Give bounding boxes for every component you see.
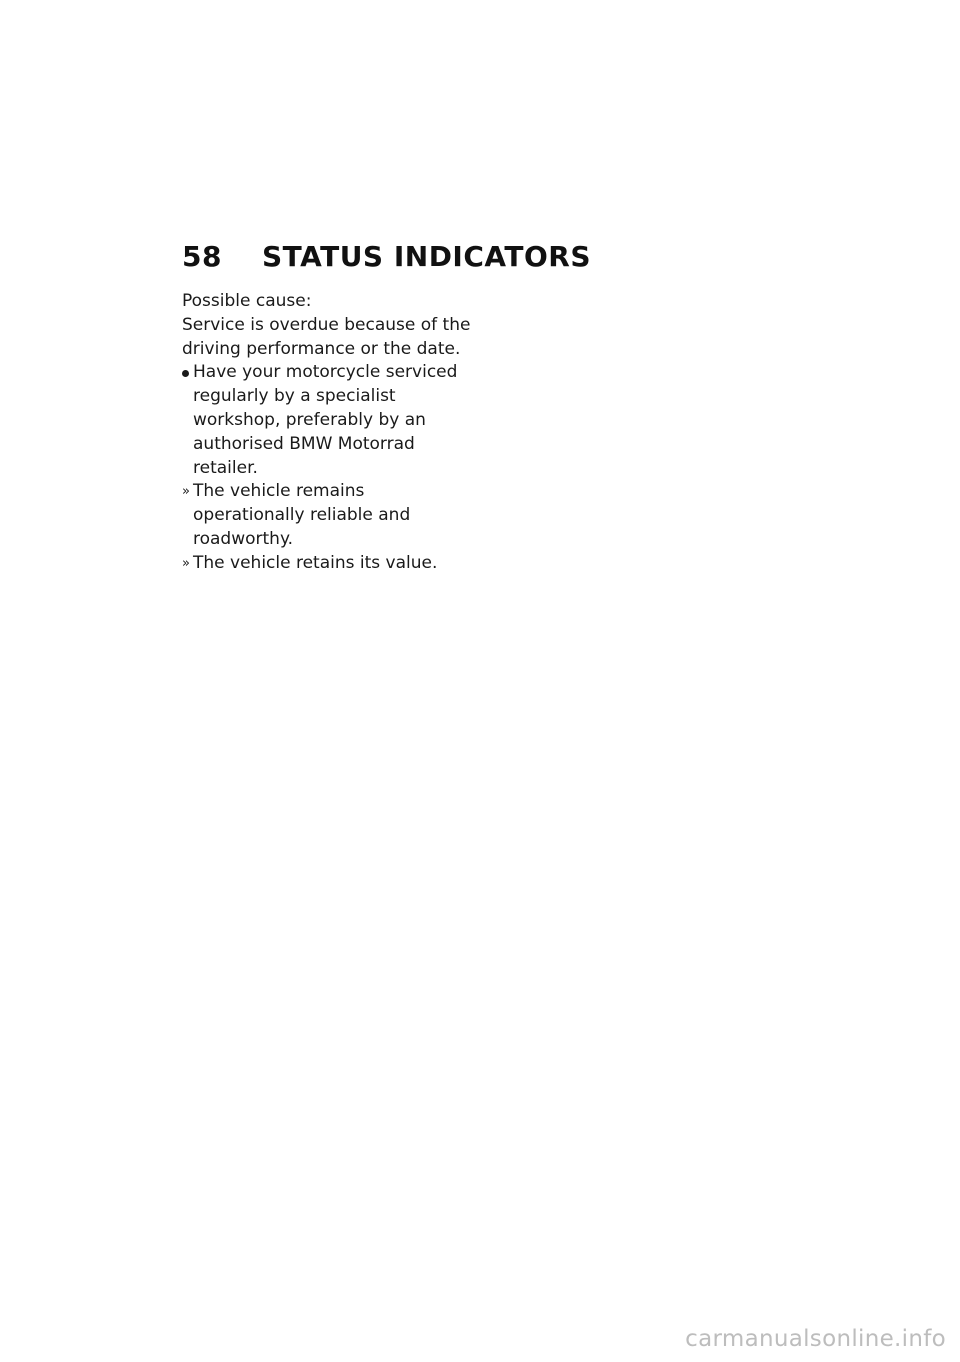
result-text: The vehicle retains its value. bbox=[193, 552, 438, 573]
section-title: STATUS INDICATORS bbox=[262, 240, 592, 273]
instruction-text: Have your motorcycle serviced regularly by a specialist workshop, preferably by an authorised BMW Motorrad retailer. bbox=[193, 362, 458, 478]
page-number: 58 bbox=[182, 240, 222, 273]
cause-text: Service is overdue because of the driving performance or the date. bbox=[182, 314, 471, 359]
page-content bbox=[182, 290, 472, 576]
result-item bbox=[182, 552, 472, 576]
instruction-item bbox=[182, 361, 472, 480]
result-text: The vehicle remains operationally reliable and roadworthy. bbox=[193, 481, 411, 549]
watermark: carmanualsonline.info bbox=[685, 1326, 946, 1352]
result-arrow-icon: » bbox=[182, 555, 190, 571]
result-item bbox=[182, 480, 472, 551]
cause-label: Possible cause: bbox=[182, 291, 312, 311]
page-header bbox=[182, 240, 591, 273]
result-arrow-icon: » bbox=[182, 484, 190, 500]
bullet-dot-icon bbox=[182, 370, 189, 377]
